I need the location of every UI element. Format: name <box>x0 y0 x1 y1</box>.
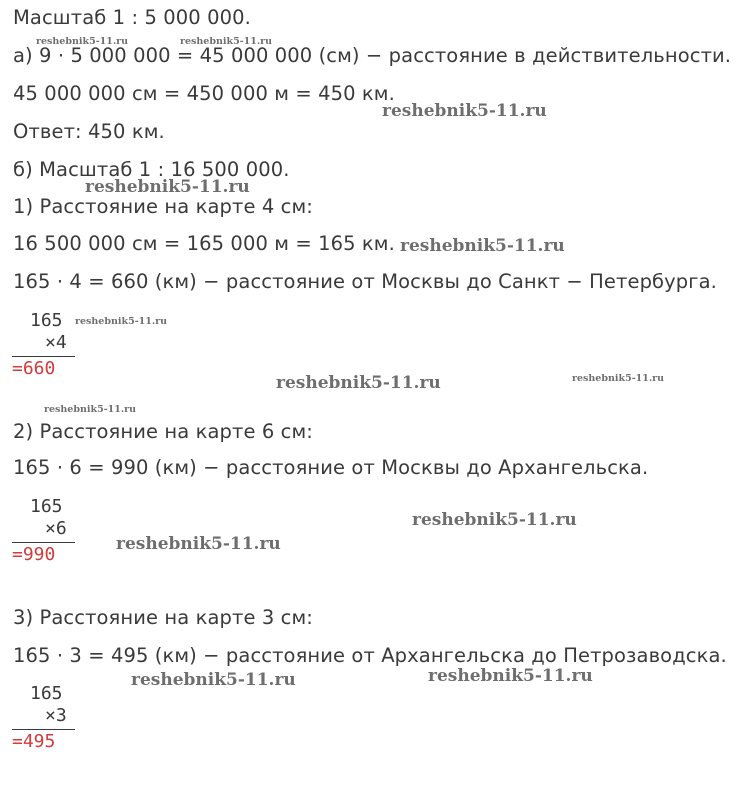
watermark: reshebnik5-11.ru <box>75 316 168 327</box>
multiplier: ×3 <box>45 705 67 726</box>
divider-line <box>12 356 75 357</box>
watermark: reshebnik5-11.ru <box>382 101 547 121</box>
multiplier: ×6 <box>45 518 67 539</box>
answer-line: Ответ: 450 км. <box>13 120 165 143</box>
multiplicand: 165 <box>30 496 63 517</box>
watermark: reshebnik5-11.ru <box>180 36 273 47</box>
watermark: reshebnik5-11.ru <box>276 373 441 393</box>
watermark: reshebnik5-11.ru <box>428 666 593 686</box>
watermark: reshebnik5-11.ru <box>85 177 250 197</box>
step-1-heading: 1) Расстояние на карте 4 см: <box>13 195 313 218</box>
watermark: reshebnik5-11.ru <box>36 36 129 47</box>
scale-line-a: Масштаб 1 : 5 000 000. <box>13 6 251 29</box>
watermark: reshebnik5-11.ru <box>44 404 137 415</box>
watermark: reshebnik5-11.ru <box>131 670 296 690</box>
divider-line <box>12 729 75 730</box>
calc-line-step-2: 165 · 6 = 990 (км) − расстояние от Москвы до Архангельска. <box>13 456 649 479</box>
step-2-heading: 2) Расстояние на карте 6 см: <box>13 420 313 443</box>
watermark: reshebnik5-11.ru <box>572 373 665 384</box>
watermark: reshebnik5-11.ru <box>116 534 281 554</box>
multiplicand: 165 <box>30 683 63 704</box>
watermark: reshebnik5-11.ru <box>412 510 577 530</box>
step-3-heading: 3) Расстояние на карте 3 см: <box>13 606 313 629</box>
product: =990 <box>12 544 56 565</box>
conversion-line-a: 45 000 000 см = 450 000 м = 450 км. <box>13 82 395 105</box>
product: =660 <box>12 358 56 379</box>
calc-line-step-1: 165 · 4 = 660 (км) − расстояние от Москвы до Санкт − Петербурга. <box>13 270 717 293</box>
divider-line <box>12 542 75 543</box>
multiplier: ×4 <box>45 332 67 353</box>
product: =495 <box>12 731 56 752</box>
calc-line-step-3: 165 · 3 = 495 (км) − расстояние от Архангельска до Петрозаводска. <box>13 644 727 667</box>
scale-line-b: б) Масштаб 1 : 16 500 000. <box>13 158 290 181</box>
multiplicand: 165 <box>30 310 63 331</box>
watermark: reshebnik5-11.ru <box>400 236 565 256</box>
conversion-line-b: 16 500 000 см = 165 000 м = 165 км. <box>13 232 395 255</box>
calc-line-a: а) 9 · 5 000 000 = 45 000 000 (см) − расстояние в действительности. <box>13 44 732 67</box>
